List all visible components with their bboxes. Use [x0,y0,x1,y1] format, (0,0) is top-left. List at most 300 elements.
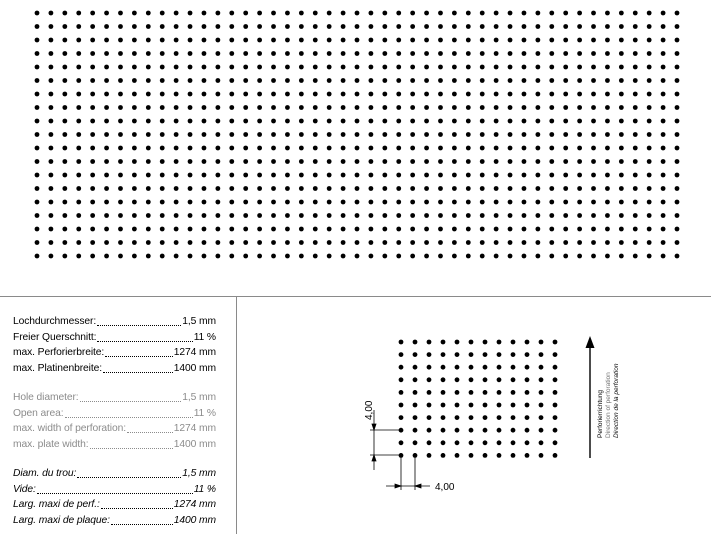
hole-dot [522,240,527,245]
hole-dot [62,173,67,178]
spec-value: 1274 mm [173,423,216,434]
direction-label-english: Direction of perforation [605,372,612,438]
hole-dot [508,38,513,43]
hole-dot [591,200,596,205]
hole-dot [355,200,360,205]
hole-dot [452,173,457,178]
hole-dot [577,173,582,178]
hole-dot [563,254,568,259]
hole-dot [229,92,234,97]
sample-hole-dot [525,365,530,370]
hole-dot [257,24,262,29]
hole-dot [90,254,95,259]
hole-dot [271,78,276,83]
hole-dot [591,186,596,191]
sample-hole-dot [455,403,460,408]
hole-dot [299,240,304,245]
hole-dot [522,200,527,205]
hole-dot [215,38,220,43]
spec-row [13,345,216,361]
hole-dot [215,254,220,259]
sample-hole-dot [441,415,446,420]
sample-hole-dot [455,365,460,370]
perforation-direction-arrow [586,336,595,458]
hole-dot [535,78,540,83]
hole-dot [271,146,276,151]
hole-dot [271,38,276,43]
hole-dot [327,213,332,218]
hole-dot [480,92,485,97]
hole-dot [285,78,290,83]
horizontal-pitch-label: 4,00 [435,482,455,493]
hole-dot [313,92,318,97]
dot-leader [101,508,173,509]
hole-dot [341,240,346,245]
sample-hole-dot [413,340,418,345]
hole-dot [675,119,680,124]
hole-dot [355,146,360,151]
hole-dot [577,78,582,83]
hole-dot [341,159,346,164]
hole-dot [577,24,582,29]
hole-dot [647,65,652,70]
hole-dot [188,51,193,56]
hole-dot [188,38,193,43]
hole-dot [188,159,193,164]
hole-dot [62,186,67,191]
hole-dot [647,227,652,232]
hole-dot [271,51,276,56]
hole-dot [76,38,81,43]
hole-dot [535,11,540,16]
hole-dot [76,159,81,164]
hole-dot [535,254,540,259]
hole-dot [633,227,638,232]
hole-dot [661,38,666,43]
hole-dot [355,240,360,245]
hole-dot [535,132,540,137]
hole-dot [299,254,304,259]
hole-dot [396,65,401,70]
hole-dot [438,200,443,205]
hole-dot [661,186,666,191]
hole-dot [271,92,276,97]
spec-value: 11 % [193,331,216,343]
hole-dot [285,92,290,97]
hole-dot [382,38,387,43]
spec-value: 1400 mm [173,514,216,526]
sample-hole-dot [413,428,418,433]
sample-hole-dot [469,340,474,345]
hole-dot [118,227,123,232]
hole-dot [508,78,513,83]
hole-dot [327,38,332,43]
sample-hole-dot [427,340,432,345]
hole-dot [382,11,387,16]
sample-hole-dot [511,377,516,382]
hole-dot [35,11,40,16]
hole-dot [466,119,471,124]
sample-hole-dot [497,453,502,458]
hole-dot [661,254,666,259]
hole-dot [535,227,540,232]
hole-dot [49,38,54,43]
hole-dot [661,132,666,137]
hole-dot [76,200,81,205]
hole-dot [49,11,54,16]
sample-hole-dot [413,403,418,408]
spec-row [13,466,216,482]
hole-dot [480,254,485,259]
hole-dot [355,132,360,137]
hole-dot [146,11,151,16]
hole-dot [341,146,346,151]
hole-dot [382,119,387,124]
hole-dot [424,65,429,70]
hole-dot [522,173,527,178]
hole-dot [661,200,666,205]
sample-hole-dot [399,365,404,370]
hole-dot [452,159,457,164]
sample-hole-dot [553,428,558,433]
hole-dot [299,78,304,83]
hole-dot [215,24,220,29]
hole-dot [396,213,401,218]
arrow-head [586,336,595,348]
hole-dot [327,159,332,164]
hole-dot [369,24,374,29]
hole-dot [647,186,652,191]
hole-dot [563,11,568,16]
hole-dot [619,240,624,245]
sample-hole-dot [413,390,418,395]
hole-dot [382,78,387,83]
hole-dot [104,213,109,218]
sample-hole-dot [525,403,530,408]
hole-dot [243,213,248,218]
hole-dot [508,173,513,178]
hole-dot [424,200,429,205]
hole-dot [118,24,123,29]
hole-dot [452,24,457,29]
hole-dot [382,51,387,56]
hole-dot [522,146,527,151]
spec-value: 1,5 mm [182,316,216,327]
hole-dot [243,105,248,110]
hole-dot [271,240,276,245]
spec-label: max. Platinenbreite: [13,362,103,374]
hole-dot [90,186,95,191]
horizontal-dimension [386,456,430,490]
hole-dot [369,132,374,137]
hole-dot [494,65,499,70]
hole-dot [90,119,95,124]
hole-dot [299,11,304,16]
dot-leader [97,341,192,342]
hole-dot [508,65,513,70]
hole-dot [215,105,220,110]
hole-dot [591,38,596,43]
hole-dot [647,132,652,137]
hole-dot [410,254,415,259]
sample-hole-dot [511,403,516,408]
hole-dot [647,146,652,151]
hole-dot [49,78,54,83]
hole-dot [104,227,109,232]
hole-dot [160,132,165,137]
hole-dot [619,146,624,151]
hole-dot [257,227,262,232]
hole-dot [661,240,666,245]
hole-dot [452,105,457,110]
sample-hole-dot [483,428,488,433]
spec-value: 1400 mm [173,362,216,374]
hole-dot [146,65,151,70]
hole-dot [160,254,165,259]
hole-dot [438,11,443,16]
hole-dot [146,132,151,137]
hole-dot [522,119,527,124]
sample-hole-dot [553,453,558,458]
hole-dot [466,213,471,218]
hole-dot [49,227,54,232]
hole-dot [215,11,220,16]
hole-dot [675,227,680,232]
hole-dot [118,51,123,56]
hole-dot [494,119,499,124]
hole-dot [633,119,638,124]
hole-dot [146,159,151,164]
hole-dot [49,92,54,97]
sample-hole-dot [525,440,530,445]
hole-dot [49,132,54,137]
arrow-head [372,455,376,461]
hole-dot [605,186,610,191]
dot-leader [105,356,173,357]
hole-dot [341,105,346,110]
hole-dot [188,146,193,151]
hole-dot [202,24,207,29]
hole-dot [35,200,40,205]
hole-dot [285,200,290,205]
hole-dot [132,24,137,29]
hole-dot [229,65,234,70]
hole-dot [49,24,54,29]
hole-dot [438,92,443,97]
hole-dot [90,24,95,29]
hole-dot [661,78,666,83]
hole-dot [535,92,540,97]
hole-dot [146,51,151,56]
hole-dot [62,254,67,259]
hole-dot [327,186,332,191]
hole-dot [215,159,220,164]
hole-dot [369,159,374,164]
hole-dot [90,92,95,97]
hole-dot [229,51,234,56]
hole-dot [410,78,415,83]
hole-dot [49,65,54,70]
hole-dot [577,200,582,205]
hole-dot [146,173,151,178]
sample-hole-dot [399,390,404,395]
hole-dot [396,51,401,56]
hole-dot [62,146,67,151]
hole-dot [633,146,638,151]
hole-dot [661,146,666,151]
hole-dot [285,227,290,232]
hole-dot [146,146,151,151]
hole-dot [132,186,137,191]
hole-dot [285,173,290,178]
spec-label: max. width of perforation: [13,423,127,434]
sample-hole-dot [497,403,502,408]
hole-dot [188,173,193,178]
sample-hole-dot [553,352,558,357]
hole-dot [104,51,109,56]
hole-dot [62,227,67,232]
hole-dot [633,65,638,70]
hole-dot [591,254,596,259]
sample-hole-dot [497,377,502,382]
sample-hole-dot [497,390,502,395]
hole-dot [549,132,554,137]
hole-dot [675,254,680,259]
hole-dot [355,78,360,83]
hole-dot [132,254,137,259]
hole-dot [410,186,415,191]
spec-row [13,513,216,529]
sample-hole-dot [427,415,432,420]
hole-dot [132,240,137,245]
hole-dot [424,51,429,56]
hole-dot [257,173,262,178]
hole-dot [577,227,582,232]
hole-dot [382,159,387,164]
hole-dot [647,11,652,16]
hole-dot [215,146,220,151]
hole-dot [410,132,415,137]
sample-hole-dot [497,340,502,345]
hole-dot [647,51,652,56]
hole-dot [299,38,304,43]
hole-dot [271,254,276,259]
hole-dot [160,65,165,70]
sample-hole-dot [483,390,488,395]
hole-dot [90,65,95,70]
hole-dot [160,92,165,97]
hole-dot [494,200,499,205]
hole-dot [327,105,332,110]
hole-dot [549,159,554,164]
hole-dot [424,78,429,83]
hole-dot [522,213,527,218]
hole-dot [341,173,346,178]
hole-dot [577,11,582,16]
hole-dot [591,11,596,16]
hole-dot [215,240,220,245]
hole-dot [549,51,554,56]
hole-dot [549,173,554,178]
hole-dot [424,173,429,178]
spec-table [13,314,216,542]
sample-hole-dot [539,377,544,382]
sample-hole-dot [399,377,404,382]
hole-dot [619,78,624,83]
hole-dot [494,186,499,191]
hole-dot [188,119,193,124]
hole-dot [675,65,680,70]
hole-dot [327,65,332,70]
hole-dot [382,200,387,205]
hole-dot [174,240,179,245]
sample-hole-dot [525,428,530,433]
hole-dot [271,11,276,16]
hole-dot [271,132,276,137]
hole-dot [271,200,276,205]
hole-dot [118,186,123,191]
hole-dot [494,213,499,218]
hole-dot [396,173,401,178]
hole-dot [355,173,360,178]
hole-dot [563,186,568,191]
hole-dot [174,65,179,70]
spec-row [13,437,216,453]
hole-dot [174,186,179,191]
hole-dot [90,240,95,245]
hole-dot [90,213,95,218]
hole-dot [257,213,262,218]
sample-hole-dot [441,440,446,445]
hole-dot [563,200,568,205]
hole-dot [369,254,374,259]
sample-hole-dot [539,440,544,445]
sample-hole-dot [469,440,474,445]
hole-dot [49,159,54,164]
hole-dot [396,132,401,137]
hole-dot [369,105,374,110]
hole-dot [591,51,596,56]
hole-dot [549,254,554,259]
hole-dot [327,24,332,29]
hole-dot [382,254,387,259]
hole-dot [410,200,415,205]
hole-dot [466,227,471,232]
hole-dot [466,159,471,164]
hole-dot [174,254,179,259]
hole-dot [118,105,123,110]
hole-dot [104,92,109,97]
hole-dot [591,240,596,245]
hole-dot [355,92,360,97]
hole-dot [410,92,415,97]
sample-hole-dot [539,415,544,420]
hole-dot [202,92,207,97]
hole-dot [188,105,193,110]
hole-dot [188,132,193,137]
sample-hole-dot [427,377,432,382]
hole-dot [313,24,318,29]
hole-dot [257,105,262,110]
hole-dot [382,227,387,232]
hole-dot [480,146,485,151]
sample-hole-dot [511,390,516,395]
hole-dot [591,65,596,70]
spec-row [13,421,216,437]
spec-group-french [13,466,216,528]
hole-dot [591,78,596,83]
sample-hole-dot [427,365,432,370]
